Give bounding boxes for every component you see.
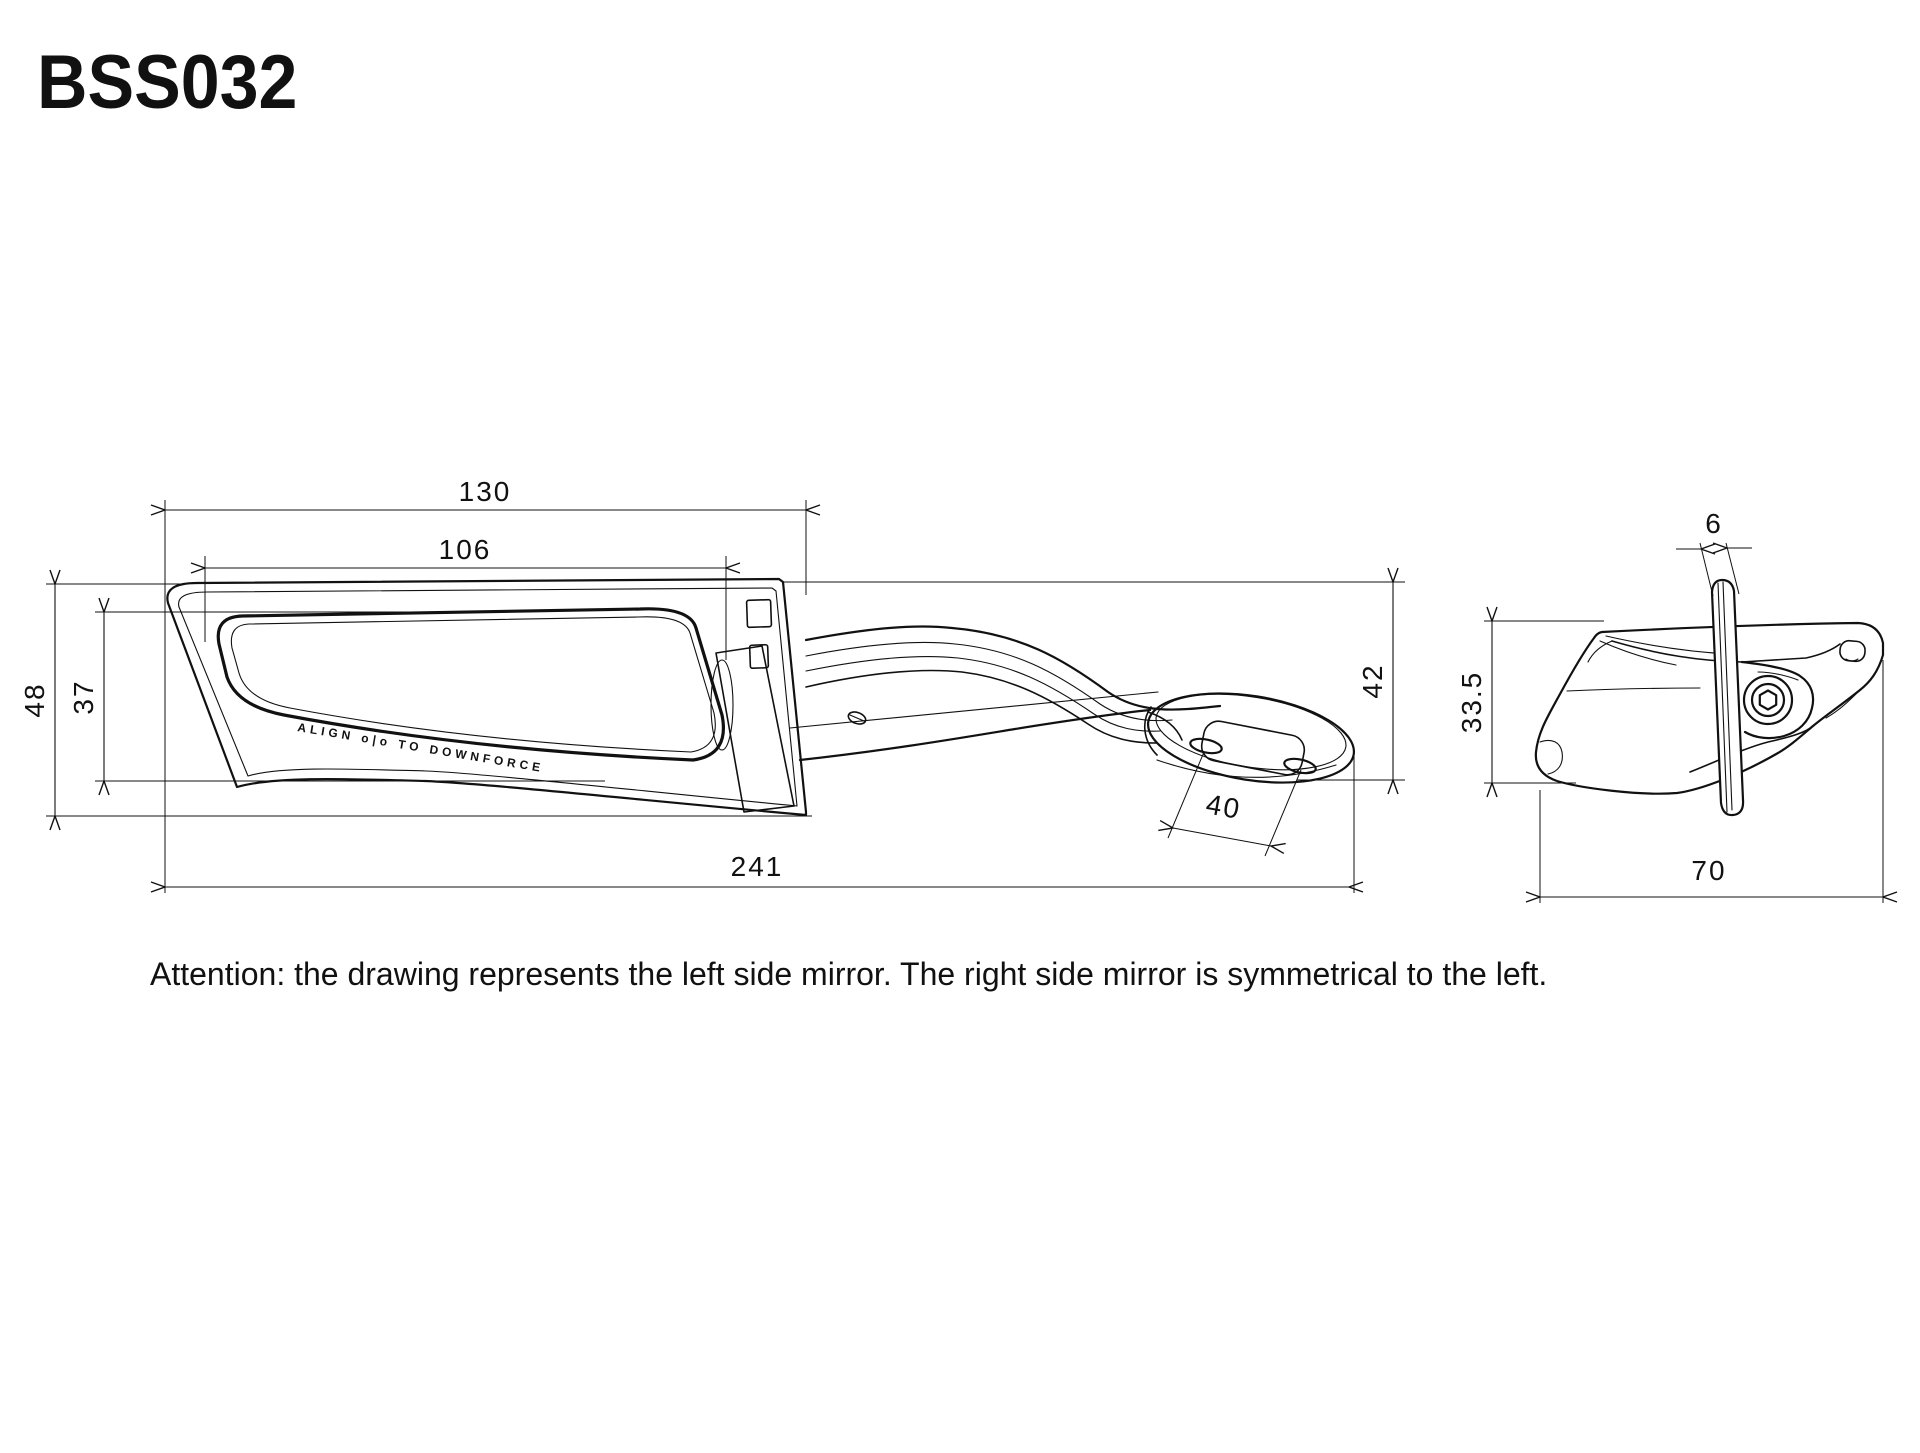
attention-note: Attention: the drawing represents the left side mirror. The right side mirror is symmetrical to the left. [150,956,1548,992]
dimension-label-37: 37 [68,679,99,715]
dimension-label-48: 48 [19,682,50,718]
dimension-label-130: 130 [458,476,512,507]
mirror-housing-inner-rim [179,588,797,806]
dimension-label-106: 106 [438,534,492,565]
dimension-slot-distance [1168,752,1301,856]
glass-alignment-marking: ALIGN o|o TO DOWNFORCE [296,720,546,776]
part-code-title: BSS032 [37,40,298,125]
dimension-label-42: 42 [1357,663,1388,699]
dimension-overall-length [165,756,1354,893]
hex-bolt [1744,676,1792,724]
front-view [167,579,1360,815]
side-mid-contour [1567,688,1700,691]
side-adjuster-notch [1839,640,1866,662]
mount-plate [716,646,794,812]
side-view-dimensions [1456,508,1883,903]
base-plate [1142,680,1361,796]
mount-boss-upper [747,600,772,628]
side-base-pad-line [1690,726,1813,772]
dimension-base-width [1540,660,1883,903]
side-foot-inner-curve [1540,740,1562,774]
side-body-outline [1536,623,1883,794]
mirror-glass-bezel [218,609,723,760]
dimension-label-70: 70 [1691,855,1727,886]
side-view [1536,580,1883,815]
dimension-label-33-5: 33.5 [1456,670,1487,734]
base-plate-outer-edge [1142,680,1361,796]
dimension-label-241: 241 [730,851,784,882]
mirror-blade-edge [1712,580,1743,815]
dimension-glass-width [205,534,726,660]
dimension-glass-height [68,612,605,781]
dimension-label-40: 40 [1203,788,1244,825]
dimension-body-height [1456,621,1604,783]
arm-screw-detail [847,710,868,726]
dimension-label-6: 6 [1705,508,1723,539]
